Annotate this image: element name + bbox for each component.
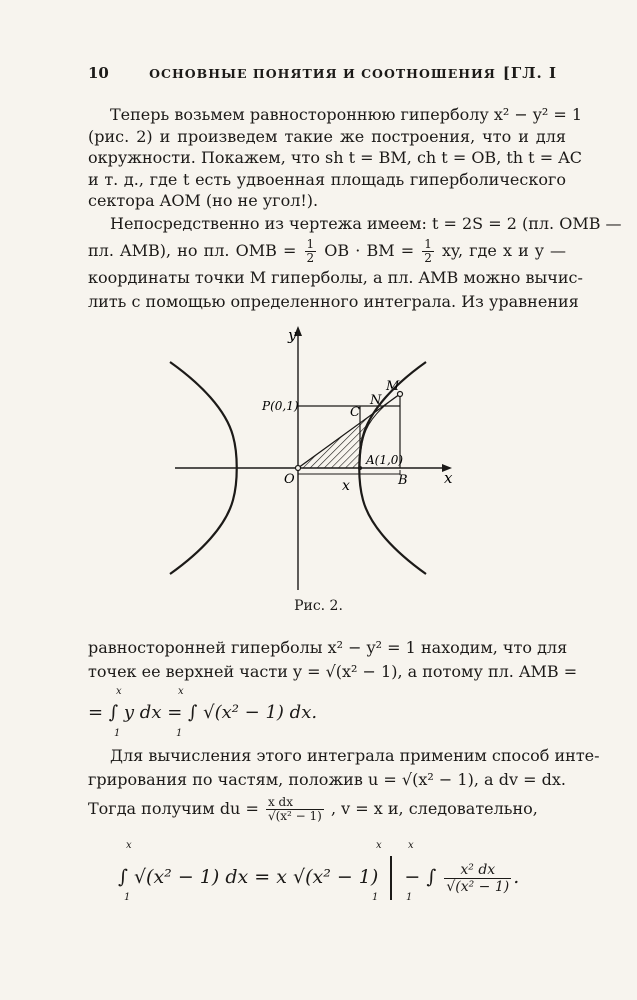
final-dot: . [513,866,520,888]
point-A [358,466,362,470]
final-fraction-denominator: √(x² − 1) [446,878,510,895]
fraction-half-1 [305,238,317,265]
label-O: O [284,472,295,487]
label-M: M [386,379,400,394]
final-int1-upper: x [126,840,132,851]
figure-hyperbola [0,318,637,596]
fraction-du [266,796,324,823]
final-int2-upper: x [408,840,414,851]
p4-line-3a: Тогда получим du = [88,799,259,818]
fraction-du-numerator: x dx [266,796,324,810]
paragraph-3 [88,636,578,684]
point-O [296,466,301,471]
label-P: P(0,1) [262,399,299,413]
p1-line-4: и т. д., где t есть удвоенная площадь гиперболического [88,169,566,189]
label-B: B [398,473,408,488]
int1-upper-limit: x [116,686,122,697]
p4-line-3 [88,792,566,826]
chapter-marker: [ГЛ. I [502,64,557,82]
final-int1-lower: 1 [124,892,131,903]
label-y-axis: y [288,326,297,344]
label-x-axis: x [444,469,453,487]
p1-line-2: (рис. 2) и произведем такие же построения, что и для [88,126,566,146]
fraction-denominator: 2 [424,251,432,265]
p1-line-3: окружности. Покажем, что sh t = BM, ch t = OB, th t = AC [88,148,582,167]
formula-integration-by-parts [118,856,519,900]
label-C: C [350,405,360,420]
p2-line-2 [88,236,566,266]
final-lhs: ∫ √(x² − 1) dx = x √(x² − 1) [118,866,379,888]
p3-line-2: точек ее верхней части y = √(x² − 1), а потому пл. AMB = [88,662,578,681]
fraction-numerator: 1 [424,237,432,251]
page-number: 10 [88,64,109,82]
label-x-segment: x [342,478,350,494]
label-A: A(1,0) [366,453,404,467]
x-segment-bracket [298,470,400,474]
eval-bar [390,856,392,900]
p3-line-1: равносторонней гиперболы x² − y² = 1 находим, что для [88,638,568,657]
paragraph-4 [88,744,600,826]
final-fraction [444,862,511,895]
final-int2-lower: 1 [406,892,413,903]
running-title: ОСНОВНЫЕ ПОНЯТИЯ И СООТНОШЕНИЯ [149,66,496,81]
figure-caption: Рис. 2. [294,598,343,614]
int1-lower-limit: 1 [114,728,121,739]
fraction-half-2 [422,238,434,265]
paragraph-1 [88,104,583,212]
p2-line-3: координаты точки M гиперболы, а пл. AMB можно вычис- [88,268,583,287]
p1-line-5: сектора AOM (но не угол!). [88,191,319,210]
p2-line-2b: OB · BM = [324,241,415,260]
final-minus: − [404,866,421,888]
int2-lower-limit: 1 [176,728,183,739]
eval-lower: 1 [372,892,379,903]
final-fraction-numerator: x² dx [444,862,511,879]
p4-line-2: грирования по частям, положив u = √(x² − 1), а dv = dx. [88,770,566,789]
label-N: N [370,393,382,408]
int2-upper-limit: x [178,686,184,697]
p2-line-2c: xy, где x и y — [442,241,567,260]
p2-line-4: лить с помощью определенного интеграла. Из уравнения [88,292,579,311]
paragraph-2 [88,212,622,314]
fraction-numerator: 1 [306,237,315,251]
p2-line-2a: пл. AMB), но пл. OMB = [88,241,297,260]
fraction-denominator: 2 [306,251,315,265]
running-header [88,64,557,86]
p1-line-1: Теперь возьмем равностороннюю гиперболу x² − y² = 1 [110,105,583,124]
eval-upper: x [376,840,382,851]
p4-line-1: Для вычисления этого интеграла применим способ инте- [110,746,600,765]
final-int: ∫ [426,866,437,888]
p4-line-3b: , v = x и, следовательно, [330,799,538,818]
fraction-du-denominator: √(x² − 1) [267,809,322,823]
formula-area-integral: = ∫ y dx = ∫ √(x² − 1) dx. [88,702,318,723]
p2-line-1: Непосредственно из чертежа имеем: t = 2S = 2 (пл. OMB — [110,214,622,233]
